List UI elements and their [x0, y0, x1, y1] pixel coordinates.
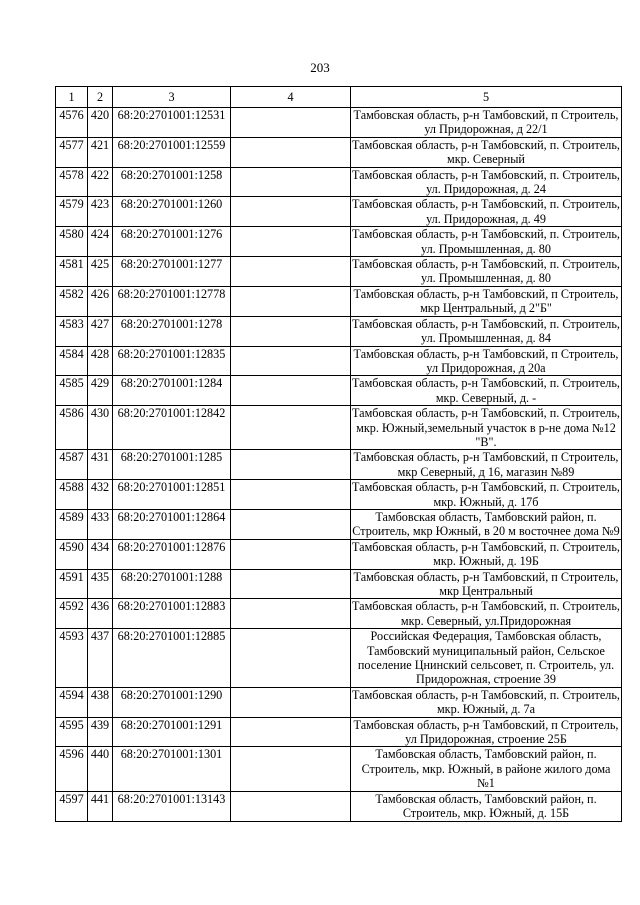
note-cell	[231, 197, 351, 227]
row-number-cell: 4576	[56, 108, 88, 138]
address-cell: Тамбовская область, Тамбовский район, п. Строитель, мкр Южный, в 20 м восточнее дома №9	[352, 509, 620, 539]
table-row	[56, 791, 622, 821]
item-number-cell: 429	[88, 376, 113, 406]
cadastral-number-cell: 68:20:2701001:12885	[113, 629, 231, 688]
address-cell: Тамбовская область, р-н Тамбовский, п. Строитель, мкр. Северный	[352, 137, 620, 167]
address-cell: Тамбовская область, р-н Тамбовский, п. Строитель, мкр. Южный, д. 19Б	[352, 539, 620, 569]
address-cell: Тамбовская область, р-н Тамбовский, п. Строитель, ул. Промышленная, д. 80	[352, 227, 620, 256]
note-cell	[231, 747, 351, 791]
table-row	[56, 167, 622, 197]
row-number-cell: 4577	[56, 137, 88, 167]
address-cell: Тамбовская область, р-н Тамбовский, п. Строитель, мкр. Южный, д. 17б	[352, 480, 620, 509]
row-number-cell: 4589	[56, 509, 88, 539]
item-number-cell: 435	[88, 569, 113, 599]
table-row	[56, 137, 622, 167]
note-cell	[231, 167, 351, 197]
note-cell	[231, 599, 351, 629]
table-row	[56, 316, 622, 346]
column-header: 3	[113, 87, 231, 108]
row-number-cell: 4579	[56, 197, 88, 227]
item-number-cell: 439	[88, 717, 113, 747]
item-number-cell: 440	[88, 747, 113, 791]
address-cell: Тамбовская область, р-н Тамбовский, п Строитель, мкр Центральный	[351, 569, 622, 599]
page-number: 203	[310, 60, 330, 75]
table-row	[56, 629, 622, 688]
address-cell: Тамбовская область, р-н Тамбовский, п. Строитель, ул. Придорожная, д. 49	[352, 197, 620, 226]
address-cell: Тамбовская область, р-н Тамбовский, п. Строитель, мкр. Южный, д. 7а	[352, 687, 620, 717]
item-number-cell: 434	[88, 539, 113, 569]
column-header: 5	[351, 87, 622, 108]
table-row	[56, 450, 622, 480]
table-row	[56, 747, 622, 791]
item-number-cell: 436	[88, 599, 113, 629]
note-cell	[231, 108, 351, 138]
table-row	[56, 480, 622, 510]
table-row	[56, 227, 622, 257]
row-number-cell: 4586	[56, 406, 88, 450]
row-number-cell: 4593	[56, 629, 88, 688]
address-cell: Тамбовская область, р-н Тамбовский, п. Строитель, мкр. Южный,земельный участок в р-не дома №12 "В".	[352, 406, 620, 449]
note-cell	[231, 376, 351, 406]
column-header: 4	[231, 87, 351, 108]
row-number-cell: 4590	[56, 539, 88, 569]
item-number-cell: 428	[88, 346, 113, 376]
address-cell: Тамбовская область, Тамбовский район, п. Строитель, мкр. Южный, д. 15Б	[351, 791, 622, 821]
row-number-cell: 4595	[56, 717, 88, 747]
row-number-cell: 4583	[56, 316, 88, 346]
address-cell: Российская Федерация, Тамбовская область, Тамбовский муниципальный район, Сельское поселение Цнинский сельсовет, п. Строитель, ул. Придорожная, строение 39	[351, 629, 622, 688]
cadastral-number-cell: 68:20:2701001:1290	[113, 687, 231, 717]
row-number-cell: 4591	[56, 569, 88, 599]
cadastral-number-cell: 68:20:2701001:13143	[113, 791, 231, 821]
note-cell	[231, 286, 351, 316]
table-row	[56, 569, 622, 599]
address-cell: Тамбовская область, р-н Тамбовский, п. Строитель, ул. Промышленная, д. 84	[352, 316, 620, 346]
note-cell	[231, 316, 351, 346]
cadastral-number-cell: 68:20:2701001:12851	[113, 480, 231, 510]
table-row	[56, 509, 622, 539]
item-number-cell: 426	[88, 286, 113, 316]
item-number-cell: 441	[88, 791, 113, 821]
cadastral-number-cell: 68:20:2701001:1284	[113, 376, 231, 406]
note-cell	[231, 406, 351, 450]
item-number-cell: 423	[88, 197, 113, 227]
cadastral-number-cell: 68:20:2701001:12778	[113, 286, 231, 316]
cadastral-number-cell: 68:20:2701001:12876	[113, 539, 231, 569]
item-number-cell: 438	[88, 687, 113, 717]
note-cell	[231, 480, 351, 510]
note-cell	[231, 346, 351, 376]
cadastral-number-cell: 68:20:2701001:12531	[113, 108, 231, 138]
address-cell: Тамбовская область, р-н Тамбовский, п Строитель, мкр Северный, д 16, магазин №89	[351, 450, 622, 480]
note-cell	[231, 257, 351, 287]
table-row	[56, 197, 622, 227]
table-row	[56, 286, 622, 316]
note-cell	[231, 509, 351, 539]
row-number-cell: 4582	[56, 286, 88, 316]
row-number-cell: 4581	[56, 257, 88, 287]
row-number-cell: 4588	[56, 480, 88, 510]
column-header: 1	[56, 87, 88, 108]
table-row	[56, 346, 622, 376]
cadastral-number-cell: 68:20:2701001:1291	[113, 717, 231, 747]
note-cell	[231, 569, 351, 599]
cadastral-number-cell: 68:20:2701001:12864	[113, 509, 231, 539]
item-number-cell: 422	[88, 167, 113, 197]
cadastral-number-cell: 68:20:2701001:12883	[113, 599, 231, 629]
item-number-cell: 421	[88, 137, 113, 167]
note-cell	[231, 539, 351, 569]
row-number-cell: 4587	[56, 450, 88, 480]
row-number-cell: 4578	[56, 167, 88, 197]
row-number-cell: 4585	[56, 376, 88, 406]
item-number-cell: 425	[88, 257, 113, 287]
address-cell: Тамбовская область, р-н Тамбовский, п. Строитель, мкр. Северный, ул.Придорожная	[352, 599, 620, 628]
table-row	[56, 539, 622, 569]
address-cell: Тамбовская область, р-н Тамбовский, п. Строитель, мкр. Северный, д. -	[352, 376, 620, 405]
row-number-cell: 4592	[56, 599, 88, 629]
table-header-row	[56, 87, 622, 108]
table-row	[56, 406, 622, 450]
address-cell: Тамбовская область, р-н Тамбовский, п Строитель, ул Придорожная, д 20а	[351, 346, 622, 376]
note-cell	[231, 629, 351, 688]
item-number-cell: 431	[88, 450, 113, 480]
cadastral-number-cell: 68:20:2701001:1278	[113, 316, 231, 346]
row-number-cell: 4596	[56, 747, 88, 791]
address-cell: Тамбовская область, р-н Тамбовский, п Строитель, ул Придорожная, строение 25Б	[351, 717, 622, 747]
table-row	[56, 108, 622, 138]
note-cell	[231, 791, 351, 821]
cadastral-number-cell: 68:20:2701001:1301	[113, 747, 231, 791]
table-row	[56, 376, 622, 406]
row-number-cell: 4597	[56, 791, 88, 821]
cadastral-number-cell: 68:20:2701001:1288	[113, 569, 231, 599]
row-number-cell: 4580	[56, 227, 88, 257]
item-number-cell: 427	[88, 316, 113, 346]
address-cell: Тамбовская область, р-н Тамбовский, п Строитель, ул Придорожная, д 22/1	[351, 108, 622, 138]
cadastral-number-cell: 68:20:2701001:1276	[113, 227, 231, 257]
note-cell	[231, 227, 351, 257]
item-number-cell: 424	[88, 227, 113, 257]
item-number-cell: 430	[88, 406, 113, 450]
column-header: 2	[88, 87, 113, 108]
item-number-cell: 433	[88, 509, 113, 539]
table-row	[56, 257, 622, 287]
item-number-cell: 437	[88, 629, 113, 688]
note-cell	[231, 687, 351, 717]
note-cell	[231, 717, 351, 747]
cadastral-number-cell: 68:20:2701001:1260	[113, 197, 231, 227]
address-cell: Тамбовская область, р-н Тамбовский, п Строитель, мкр Центральный, д 2"Б"	[351, 286, 622, 316]
registry-table	[55, 86, 622, 822]
address-cell: Тамбовская область, р-н Тамбовский, п. Строитель, ул. Придорожная, д. 24	[352, 167, 620, 197]
address-cell: Тамбовская область, р-н Тамбовский, п. Строитель, ул. Промышленная, д. 80	[352, 257, 620, 286]
note-cell	[231, 137, 351, 167]
cadastral-number-cell: 68:20:2701001:12842	[113, 406, 231, 450]
cadastral-number-cell: 68:20:2701001:1258	[113, 167, 231, 197]
row-number-cell: 4584	[56, 346, 88, 376]
note-cell	[231, 450, 351, 480]
item-number-cell: 420	[88, 108, 113, 138]
table-row	[56, 717, 622, 747]
cadastral-number-cell: 68:20:2701001:12835	[113, 346, 231, 376]
address-cell: Тамбовская область, Тамбовский район, п. Строитель, мкр. Южный, в районе жилого дома №1	[351, 747, 622, 791]
table-row	[56, 687, 622, 717]
cadastral-number-cell: 68:20:2701001:1277	[113, 257, 231, 287]
item-number-cell: 432	[88, 480, 113, 510]
row-number-cell: 4594	[56, 687, 88, 717]
cadastral-number-cell: 68:20:2701001:1285	[113, 450, 231, 480]
cadastral-number-cell: 68:20:2701001:12559	[113, 137, 231, 167]
table-row	[56, 599, 622, 629]
